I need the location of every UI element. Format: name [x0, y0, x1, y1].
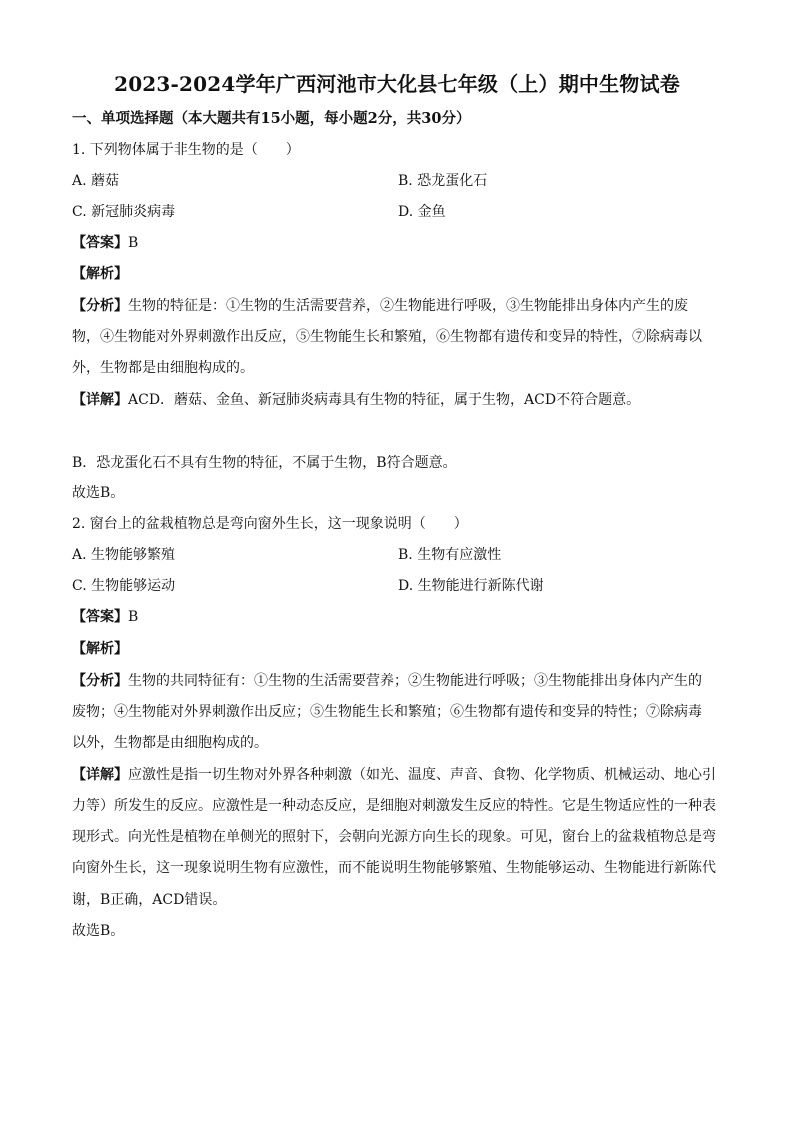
q1-analysis-heading	[72, 265, 722, 283]
q1-detail-line-1	[72, 391, 722, 409]
section-heading: 一、单项选择题（本大题共有15小题，每小题2分，共30分）	[72, 110, 471, 127]
q2-analysis-tag: 【解析】	[72, 641, 128, 657]
q1-detail-line-2: B．恐龙蛋化石不具有生物的特征，不属于生物，B符合题意。	[72, 455, 457, 471]
q1-answer-tag: 【答案】	[72, 235, 128, 251]
q1-option-c: C. 新冠肺炎病毒	[72, 204, 176, 220]
q1-fenxi-line-1	[72, 297, 722, 315]
q2-detail-line-3: 现形式。向光性是植物在单侧光的照射下，会朝向光源方向生长的现象。可见，窗台上的盆栽植物总是弯	[72, 829, 716, 845]
question-2-stem: 2. 窗台上的盆栽植物总是弯向窗外生长，这一现象说明（ ）	[72, 516, 468, 532]
q2-detail-line-1	[72, 766, 722, 784]
q2-fenxi-line-2: 废物；④生物能对外界刺激作出反应；⑤生物能生长和繁殖；⑥生物都有遗传和变异的特性；⑦除病毒	[72, 704, 702, 720]
q1-detail-tag: 【详解】	[72, 392, 128, 408]
q2-detail-line-4: 向窗外生长，这一现象说明生物有应激性，而不能说明生物能够繁殖、生物能够运动、生物能进行新陈代	[72, 860, 716, 876]
q2-option-b: B. 生物有应激性	[398, 547, 502, 563]
q1-answer	[72, 234, 722, 252]
q1-detail-text-1: ACD．蘑菇、金鱼、新冠肺炎病毒具有生物的特征，属于生物，ACD不符合题意。	[128, 392, 641, 408]
q2-detail-line-5: 谢，B正确，ACD错误。	[72, 892, 227, 908]
q1-analysis-tag: 【解析】	[72, 266, 128, 282]
q2-option-c: C. 生物能够运动	[72, 578, 176, 594]
q2-option-d: D. 生物能进行新陈代谢	[398, 578, 544, 594]
q2-conclusion: 故选B。	[72, 923, 125, 939]
q1-conclusion: 故选B。	[72, 485, 125, 501]
page-title: 2023-2024学年广西河池市大化县七年级（上）期中生物试卷	[114, 72, 680, 96]
q2-detail-line-2: 力等）所发生的反应。应激性是一种动态反应，是细胞对刺激发生反应的特性。它是生物适应性的一种表	[72, 798, 716, 814]
q2-fenxi-line-3: 以外，生物都是由细胞构成的。	[72, 735, 268, 751]
q2-fenxi-tag: 【分析】	[72, 673, 128, 689]
q2-fenxi-line-1	[72, 672, 722, 690]
q1-option-a: A. 蘑菇	[72, 173, 120, 189]
q1-option-d: D. 金鱼	[398, 204, 446, 220]
q2-option-a: A. 生物能够繁殖	[72, 547, 176, 563]
q2-detail-tag: 【详解】	[72, 767, 128, 783]
q1-option-b: B. 恐龙蛋化石	[398, 173, 488, 189]
q2-detail-text-1: 应激性是指一切生物对外界各种刺激（如光、温度、声音、食物、化学物质、机械运动、地心引	[128, 767, 716, 783]
q1-fenxi-text-1: 生物的特征是：①生物的生活需要营养，②生物能进行呼吸，③生物能排出身体内产生的废	[128, 298, 688, 314]
q1-answer-value: B	[128, 235, 139, 251]
q2-answer	[72, 608, 722, 626]
q1-fenxi-tag: 【分析】	[72, 298, 128, 314]
q1-fenxi-line-2: 物，④生物能对外界刺激作出反应，⑤生物能生长和繁殖，⑥生物都有遗传和变异的特性，⑦除病毒以	[72, 329, 702, 345]
q2-fenxi-text-1: 生物的共同特征有：①生物的生活需要营养；②生物能进行呼吸；③生物能排出身体内产生的	[128, 673, 702, 689]
q2-answer-value: B	[128, 609, 139, 625]
q1-fenxi-line-3: 外，生物都是由细胞构成的。	[72, 360, 254, 376]
q2-answer-tag: 【答案】	[72, 609, 128, 625]
q2-analysis-heading	[72, 640, 722, 658]
question-1-stem: 1. 下列物体属于非生物的是（ ）	[72, 142, 300, 158]
